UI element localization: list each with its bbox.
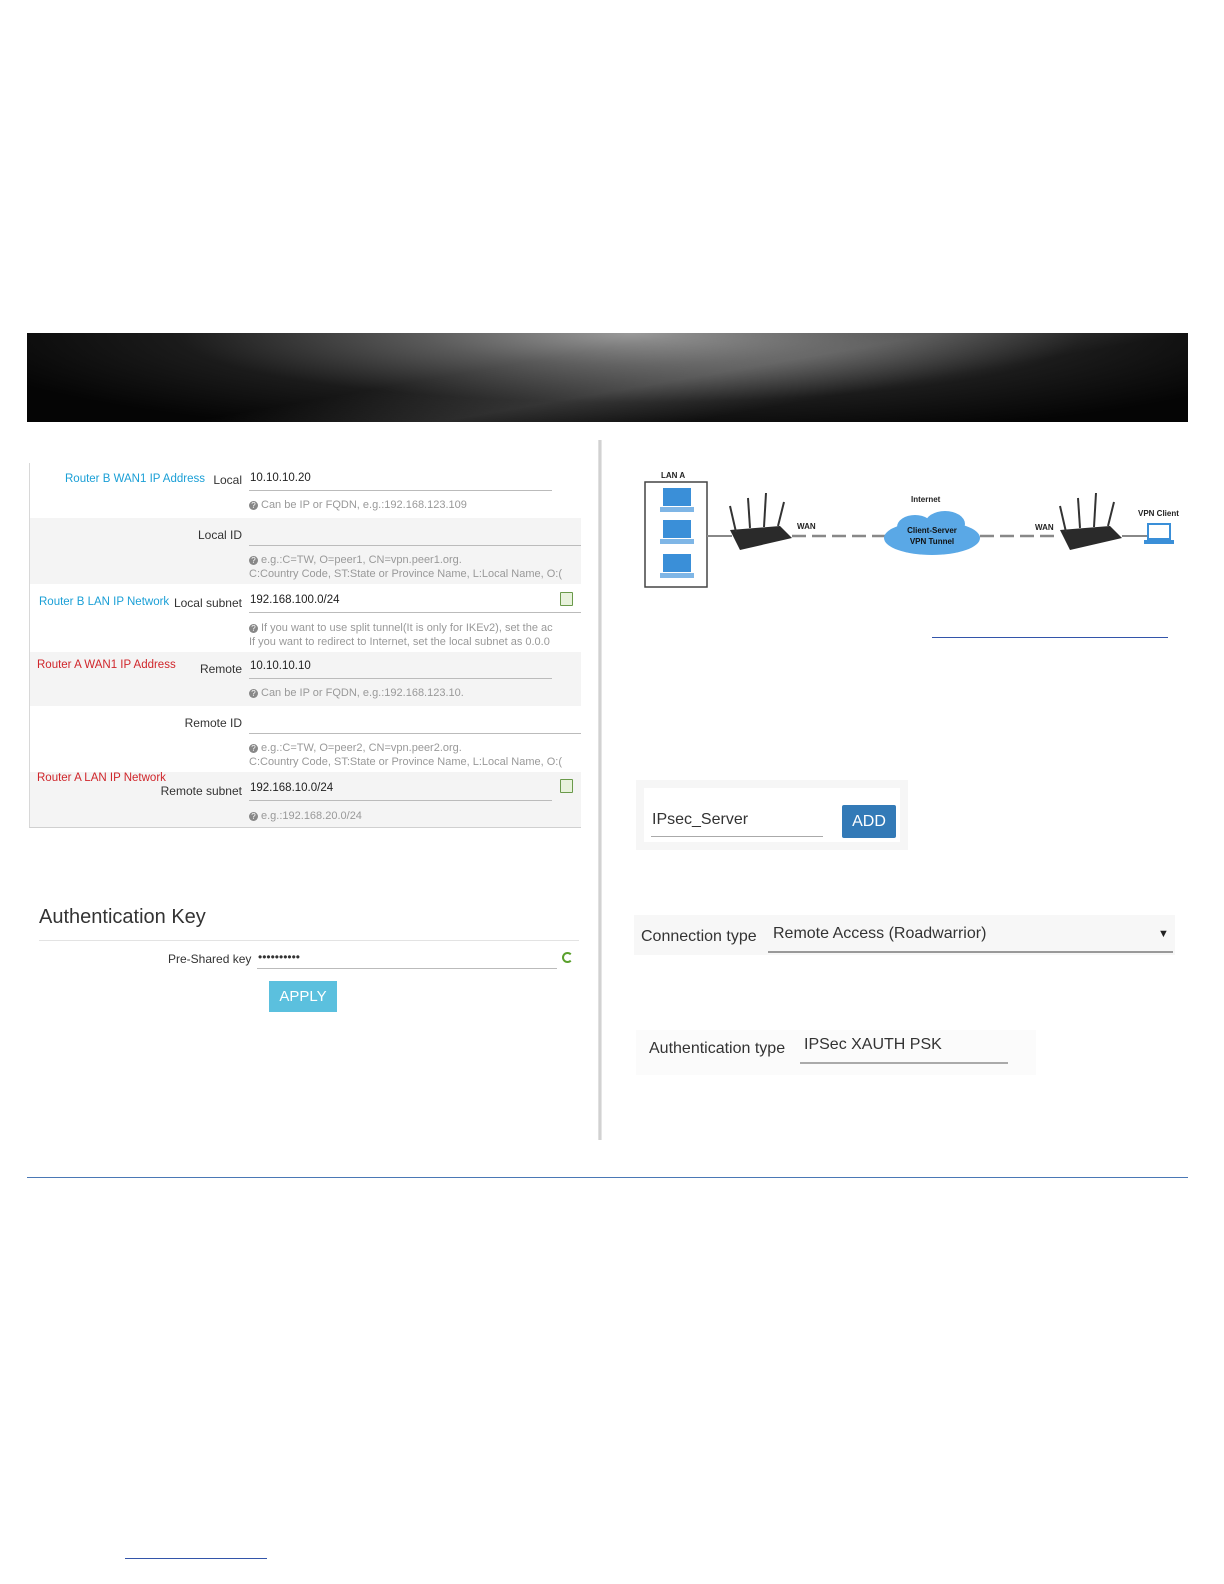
local-id-label: Local ID [197, 528, 242, 542]
tunnel-label-line1: Client-Server [907, 526, 957, 535]
ipsec-name-underline [651, 836, 823, 837]
desktop-icon [660, 520, 694, 544]
column-divider [598, 440, 602, 1140]
help-icon: ? [249, 624, 258, 633]
refresh-icon[interactable] [562, 952, 573, 963]
form-row-remote-id [30, 706, 581, 772]
footer-rule [27, 1177, 1188, 1178]
header-banner [27, 333, 1188, 422]
help-icon: ? [249, 689, 258, 698]
chevron-down-icon[interactable]: ▼ [1158, 928, 1169, 940]
local-id-hint: ? e.g.:C=TW, O=peer1, CN=vpn.peer1.org. C:Country Code, ST:State or Province Name, L:Local Name, O:( [249, 554, 563, 580]
form-row-remote [30, 652, 581, 706]
remote-id-field-underline [249, 733, 581, 734]
ipsec-name-input[interactable]: IPsec_Server [652, 811, 749, 828]
add-button[interactable]: ADD [842, 805, 896, 838]
annotation-router-b-wan: Router B WAN1 IP Address [65, 473, 205, 485]
local-subnet-field-underline [249, 612, 581, 613]
authentication-type-select[interactable]: IPSec XAUTH PSK [804, 1036, 942, 1053]
help-icon: ? [249, 812, 258, 821]
wan-left-label: WAN [797, 522, 816, 531]
authentication-type-label: Authentication type [649, 1040, 786, 1057]
remote-label: Remote [199, 662, 242, 676]
local-id-field-underline [249, 545, 581, 546]
remote-id-label: Remote ID [184, 716, 242, 730]
connection-type-underline [768, 951, 1173, 953]
laptop-icon [1144, 524, 1174, 544]
annotation-router-a-wan: Router A WAN1 IP Address [37, 659, 176, 671]
desktop-icon [660, 488, 694, 512]
local-hint: ? Can be IP or FQDN, e.g.:192.168.123.109 [249, 498, 467, 512]
local-subnet-edit-icon[interactable] [560, 592, 573, 606]
router-right-icon [1060, 493, 1122, 550]
connection-type-select[interactable]: Remote Access (Roadwarrior) [773, 925, 987, 942]
tunnel-label-line2: VPN Tunnel [909, 537, 955, 546]
vpn-client-label: VPN Client [1138, 509, 1179, 518]
help-icon: ? [249, 556, 258, 565]
remote-field-underline [249, 678, 552, 679]
remote-subnet-hint: ? e.g.:192.168.20.0/24 [249, 809, 362, 823]
help-icon: ? [249, 501, 258, 510]
remote-subnet-edit-icon[interactable] [560, 779, 573, 793]
lan-a-label: LAN A [661, 471, 686, 480]
ipsec-form-panel [29, 463, 581, 828]
form-row-local-subnet [30, 584, 581, 652]
local-field-underline [249, 490, 552, 491]
apply-button[interactable]: APPLY [269, 981, 337, 1012]
footer-hyperlink-underline[interactable] [125, 1558, 267, 1559]
help-icon: ? [249, 744, 258, 753]
form-row-local-id [30, 518, 581, 584]
connection-type-label: Connection type [641, 928, 757, 945]
local-subnet-value[interactable]: 192.168.100.0/24 [250, 594, 340, 606]
local-subnet-hint: ? If you want to use split tunnel(It is only for IKEv2), set the ac If you want to redirect to Internet, set the local subnet as 0.0.0 [249, 622, 553, 648]
remote-value[interactable]: 10.10.10.10 [250, 660, 311, 672]
auth-key-divider [39, 940, 579, 941]
desktop-icon [660, 554, 694, 578]
form-row-remote-subnet [30, 772, 581, 827]
internet-label: Internet [911, 495, 941, 504]
annotation-router-b-lan: Router B LAN IP Network [39, 596, 170, 608]
remote-subnet-label: Remote subnet [160, 784, 242, 798]
remote-subnet-value[interactable]: 192.168.10.0/24 [250, 782, 334, 794]
local-value[interactable]: 10.10.10.20 [250, 472, 311, 484]
pre-shared-key-underline [257, 968, 557, 969]
annotation-router-a-lan: Router A LAN IP Network [37, 772, 166, 784]
pre-shared-key-input[interactable]: •••••••••• [258, 950, 301, 964]
local-subnet-label: Local subnet [173, 596, 242, 610]
remote-id-hint: ? e.g.:C=TW, O=peer2, CN=vpn.peer2.org. C:Country Code, ST:State or Province Name, L:Local Name, O:( [249, 742, 563, 768]
form-row-local [30, 463, 581, 518]
authentication-type-underline [800, 1062, 1008, 1064]
auth-key-title: Authentication Key [39, 906, 206, 928]
pre-shared-key-label: Pre-Shared key [168, 952, 252, 966]
wan-right-label: WAN [1035, 523, 1054, 532]
local-label: Local [213, 473, 242, 487]
router-left-icon [730, 493, 792, 550]
network-diagram [640, 468, 1185, 593]
remote-hint: ? Can be IP or FQDN, e.g.:192.168.123.10. [249, 686, 464, 700]
hyperlink-underline[interactable] [932, 637, 1168, 638]
remote-subnet-field-underline [249, 800, 552, 801]
